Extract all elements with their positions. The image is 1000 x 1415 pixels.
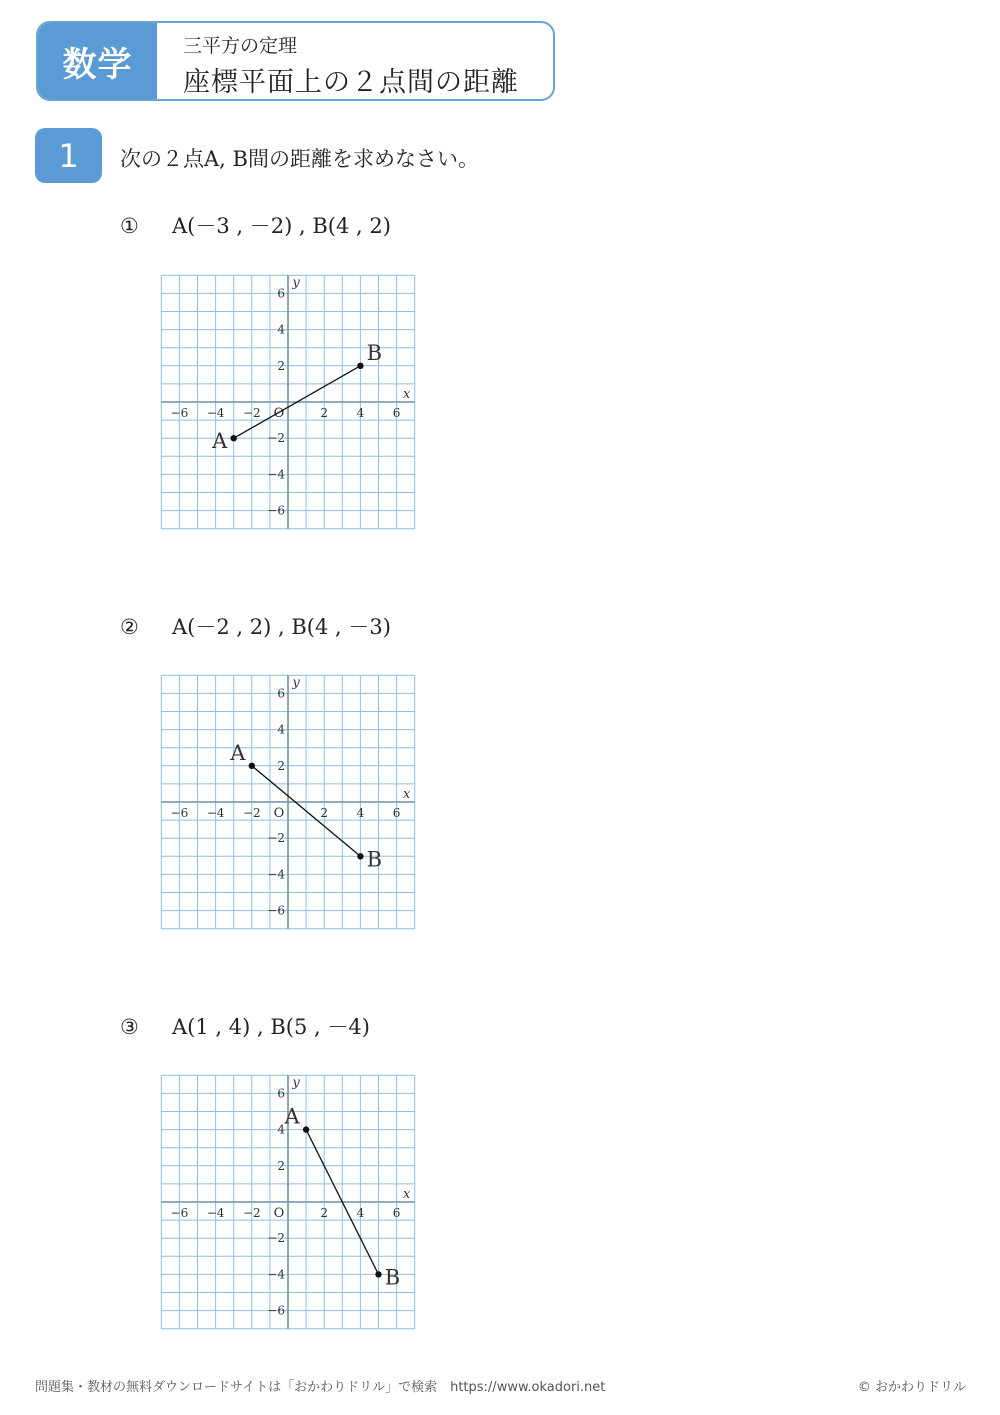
- x-tick-label: −4: [206, 406, 225, 420]
- problem-2-number: ②: [120, 615, 139, 639]
- x-tick-label: −6: [170, 1206, 189, 1220]
- x-tick-label: −6: [170, 806, 189, 820]
- subject-badge: 数学: [38, 23, 157, 99]
- x-axis-label: x: [403, 787, 411, 802]
- problem-2-label: [120, 611, 391, 641]
- x-axis-label: x: [403, 387, 411, 402]
- problem-2-graph: [160, 676, 416, 930]
- problem-3-label: [120, 1011, 370, 1041]
- problem-3-graph: [160, 1076, 416, 1330]
- problem-1-graph: [160, 276, 416, 530]
- point-label-b: B: [366, 847, 383, 872]
- y-tick-label: 4: [277, 322, 285, 337]
- point-a: [249, 763, 255, 769]
- point-b: [357, 363, 363, 369]
- x-tick-label: 4: [356, 1206, 365, 1220]
- origin-label: O: [273, 806, 285, 821]
- y-tick-label: −4: [267, 867, 285, 882]
- point-label-b: B: [384, 1265, 401, 1290]
- x-tick-label: −2: [242, 806, 261, 820]
- x-axis-label: x: [403, 1187, 411, 1202]
- x-tick-label: 2: [320, 806, 329, 820]
- y-axis-label: y: [292, 675, 300, 691]
- y-tick-label: 4: [277, 722, 285, 737]
- problem-3-number: ③: [120, 1015, 139, 1039]
- problem-1-points: A(－3 , －2) , B(4 , 2): [172, 214, 391, 238]
- y-tick-label: −2: [267, 431, 285, 446]
- problem-2-points: A(－2 , 2) , B(4 , －3): [172, 615, 391, 639]
- y-tick-label: 6: [277, 686, 285, 701]
- y-axis-label: y: [292, 275, 300, 291]
- x-tick-label: 4: [356, 806, 365, 820]
- y-tick-label: −2: [267, 831, 285, 846]
- origin-label: O: [273, 1206, 285, 1221]
- y-tick-label: −6: [267, 503, 285, 518]
- point-b: [357, 853, 363, 859]
- problem-1-number: ①: [120, 214, 139, 238]
- problem-1-label: [120, 210, 391, 240]
- y-tick-label: 2: [277, 1158, 285, 1173]
- origin-label: O: [273, 406, 285, 421]
- x-tick-label: −6: [170, 406, 189, 420]
- y-tick-label: 6: [277, 286, 285, 301]
- y-tick-label: 6: [277, 1086, 285, 1101]
- point-label-a: A: [212, 429, 228, 454]
- point-a: [231, 435, 237, 441]
- unit-title: 三平方の定理: [183, 35, 298, 57]
- footer-copyright: © おかわりドリル: [857, 1380, 966, 1395]
- worksheet-title: 座標平面上の２点間の距離: [183, 67, 519, 98]
- x-tick-label: 6: [392, 406, 401, 420]
- y-tick-label: 2: [277, 758, 285, 773]
- point-label-a: A: [230, 740, 246, 765]
- y-tick-label: −2: [267, 1231, 285, 1246]
- point-label-b: B: [366, 340, 383, 365]
- point-label-a: A: [284, 1104, 300, 1129]
- worksheet-header: [36, 21, 555, 101]
- x-tick-label: 6: [392, 1206, 401, 1220]
- y-tick-label: −6: [267, 903, 285, 918]
- x-tick-label: 2: [320, 1206, 329, 1220]
- point-b: [375, 1271, 381, 1277]
- y-tick-label: −6: [267, 1303, 285, 1318]
- y-axis-label: y: [292, 1075, 300, 1091]
- y-tick-label: −4: [267, 1267, 285, 1282]
- x-tick-label: −4: [206, 1206, 225, 1220]
- y-tick-label: 2: [277, 358, 285, 373]
- problem-3-points: A(1 , 4) , B(5 , －4): [172, 1015, 370, 1039]
- x-tick-label: −2: [242, 1206, 261, 1220]
- x-tick-label: −4: [206, 806, 225, 820]
- footer-site-note: 問題集・教材の無料ダウンロードサイトは「おかわりドリル」で検索 https://www.okadori.net: [35, 1380, 606, 1395]
- y-tick-label: −4: [267, 467, 285, 482]
- question-number-badge: 1: [35, 128, 102, 183]
- y-tick-label: 4: [277, 1122, 285, 1137]
- point-a: [303, 1126, 309, 1132]
- x-tick-label: 4: [356, 406, 365, 420]
- x-tick-label: −2: [242, 406, 261, 420]
- x-tick-label: 6: [392, 806, 401, 820]
- x-tick-label: 2: [320, 406, 329, 420]
- question-instruction: 次の２点A, B間の距離を求めなさい。: [120, 147, 479, 171]
